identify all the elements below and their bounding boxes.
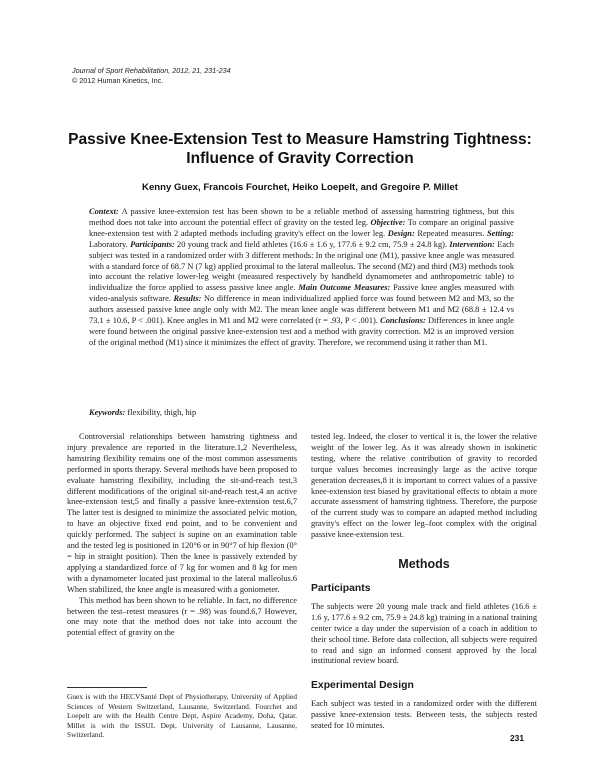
author-list: Kenny Guex, Francois Fourchet, Heiko Loepelt, and Gregoire P. Millet	[142, 182, 458, 193]
left-column	[67, 432, 297, 639]
abstract-outcome-label: Main Outcome Measures:	[298, 283, 391, 293]
author-affiliations-footnote: Guex is with the HECVSanté Dept of Physiotherapy, University of Applied Sciences of Western Switzerland, Lausanne, Switzerland. Fourchet and Loepelt are with the Health Centre Dept, Aspire Academy, Doha, Qatar. Millet is with the ISSUL Dept, University of Lausanne, Lausanne, Switzerland.	[67, 692, 297, 740]
experimental-design-paragraph: Each subject was tested in a randomized order with the different passive knee-extension tests. Between tests, the subjects rested seated for 10 minutes.	[311, 699, 537, 731]
abstract-design-text: Repeated measures.	[414, 228, 487, 238]
right-column	[311, 432, 537, 732]
abstract-conclusions-text: Differences in knee angle were found between the original passive knee-extension test and a method with gravity correction. M2 is an improved version of the original method (M1) since it minimizes the effect of gravity. Therefore, we recommend using it rather than M1.	[89, 316, 514, 347]
abstract-context-text: A passive knee-extension test has been shown to be a reliable method of assessing hamstring tightness, but this method does not take into account the potential effect of gravity on the tested leg.	[89, 207, 514, 227]
intro-paragraph-2: This method has been shown to be reliable. In fact, no difference between the test–retest measures (r = .98) was found.6,7 However, one may note that the method does not take into account the potential effect of gravity on the	[67, 595, 297, 638]
abstract-participants-label: Participants:	[130, 239, 175, 249]
abstract-results-text: No difference in mean individualized applied force was found between M2 and M3, so the authors assessed passive knee angle only with M2. The mean knee angle was different between M1 and M2 (68.8 ± 12.4 vs 73.1 ± 10.6, P < .001). Knee angles in M1 and M2 were correlated (r = .93, P < .001).	[89, 294, 514, 326]
journal-header	[72, 66, 231, 85]
abstract-results-label: Results:	[173, 294, 202, 304]
keywords-text: flexibility, thigh, hip	[125, 408, 197, 417]
journal-citation: Journal of Sport Rehabilitation, 2012, 21, 231-234	[72, 66, 231, 75]
experimental-design-heading: Experimental Design	[311, 680, 414, 692]
intro-paragraph-continued: tested leg. Indeed, the closer to vertical it is, the lower the relative weight of the lower leg. As it was already shown in isokinetic testing, where the relative contribution of gravity to recorded torque values becomes increasingly large as the active torque generation decreases,8 it is important to correct values of a passive knee-extension test biased by gravitational effects to obtain a more accurate assessment of hamstring tightness. Therefore, the purpose of the current study was to compare an adapted method including gravity's effect on the lower leg–foot complex with the original passive knee-extension test.	[311, 432, 537, 540]
abstract-context-label: Context:	[89, 207, 119, 216]
paper-title: Passive Knee-Extension Test to Measure Hamstring Tightness: Influence of Gravity Correction	[68, 131, 532, 167]
keywords	[89, 408, 514, 419]
abstract-participants-text: 20 young track and field athletes (16.6 ± 1.6 y, 177.6 ± 9.2 cm, 75.9 ± 24.8 kg).	[174, 239, 450, 249]
footnote-divider	[67, 687, 147, 688]
page-number: 231	[510, 733, 524, 743]
abstract-setting-text: Laboratory.	[89, 239, 131, 249]
methods-heading: Methods	[398, 557, 450, 572]
abstract-design-label: Design:	[387, 228, 415, 238]
abstract-intervention-label: Intervention:	[449, 239, 495, 249]
keywords-label: Keywords:	[89, 408, 126, 417]
participants-heading: Participants	[311, 582, 371, 594]
abstract-setting-label: Setting:	[487, 228, 514, 238]
abstract-intervention-text: Each subject was tested in a randomized order with 3 different methods: In the original one (M1), passive knee angle was measured with a standard force of 68.7 N (7 kg) applied proximal to the lateral malleolus. The second (M2) and third (M3) methods took into account the relative lower-leg weight (measured respectively by handheld dynamometer and anthropometric table) to individualize the force applied to assess passive knee angle.	[89, 239, 515, 293]
abstract-objective-text: To compare an original passive knee-extension test with 2 adapted methods including gravity's effect on the lower leg.	[89, 217, 514, 238]
abstract	[89, 207, 514, 349]
intro-paragraph-1: Controversial relationships between hamstring tightness and injury prevalence are reported in the literature.1,2 Nevertheless, hamstring flexibility remains one of the most common assessments performed in sports therapy. Several methods have been proposed to evaluate hamstring flexibility, including the sit-and-reach test,3 different modifications of the original sit-and-reach test,4 an active knee-extension test,5 and finally a passive knee-extension test.6,7 The latter test is designed to minimize the associated pelvic motion, to have an objective fixed end point, and to be convenient and quickly performed. The subject is supine on an examination table and the tested leg is positioned in 120°6 or in 90°7 of hip flexion (0° = hip in straight position). Then the knee is passively extended by applying a standardized force of 7 kg for women and 8 kg for men with a dynamometer located just proximal to the lateral malleolus.6 When stabilized, the knee angle is measured with a goniometer.	[67, 432, 297, 594]
participants-paragraph: The subjects were 20 young male track and field athletes (16.6 ± 1.6 y, 177.6 ± 9.2 cm, 75.9 ± 24.8 kg) training in a national training center twice a day under the supervision of a coach in addition to their school time. Before data collection, all subjects were required to read and sign an informed consent approved by the local institutional review board.	[311, 601, 537, 666]
abstract-conclusions-label: Conclusions:	[380, 316, 426, 326]
abstract-outcome-text: Passive knee angles measured with video-analysis software.	[89, 283, 514, 304]
abstract-objective-label: Objective:	[370, 217, 406, 227]
copyright-notice: © 2012 Human Kinetics, Inc.	[72, 75, 164, 85]
